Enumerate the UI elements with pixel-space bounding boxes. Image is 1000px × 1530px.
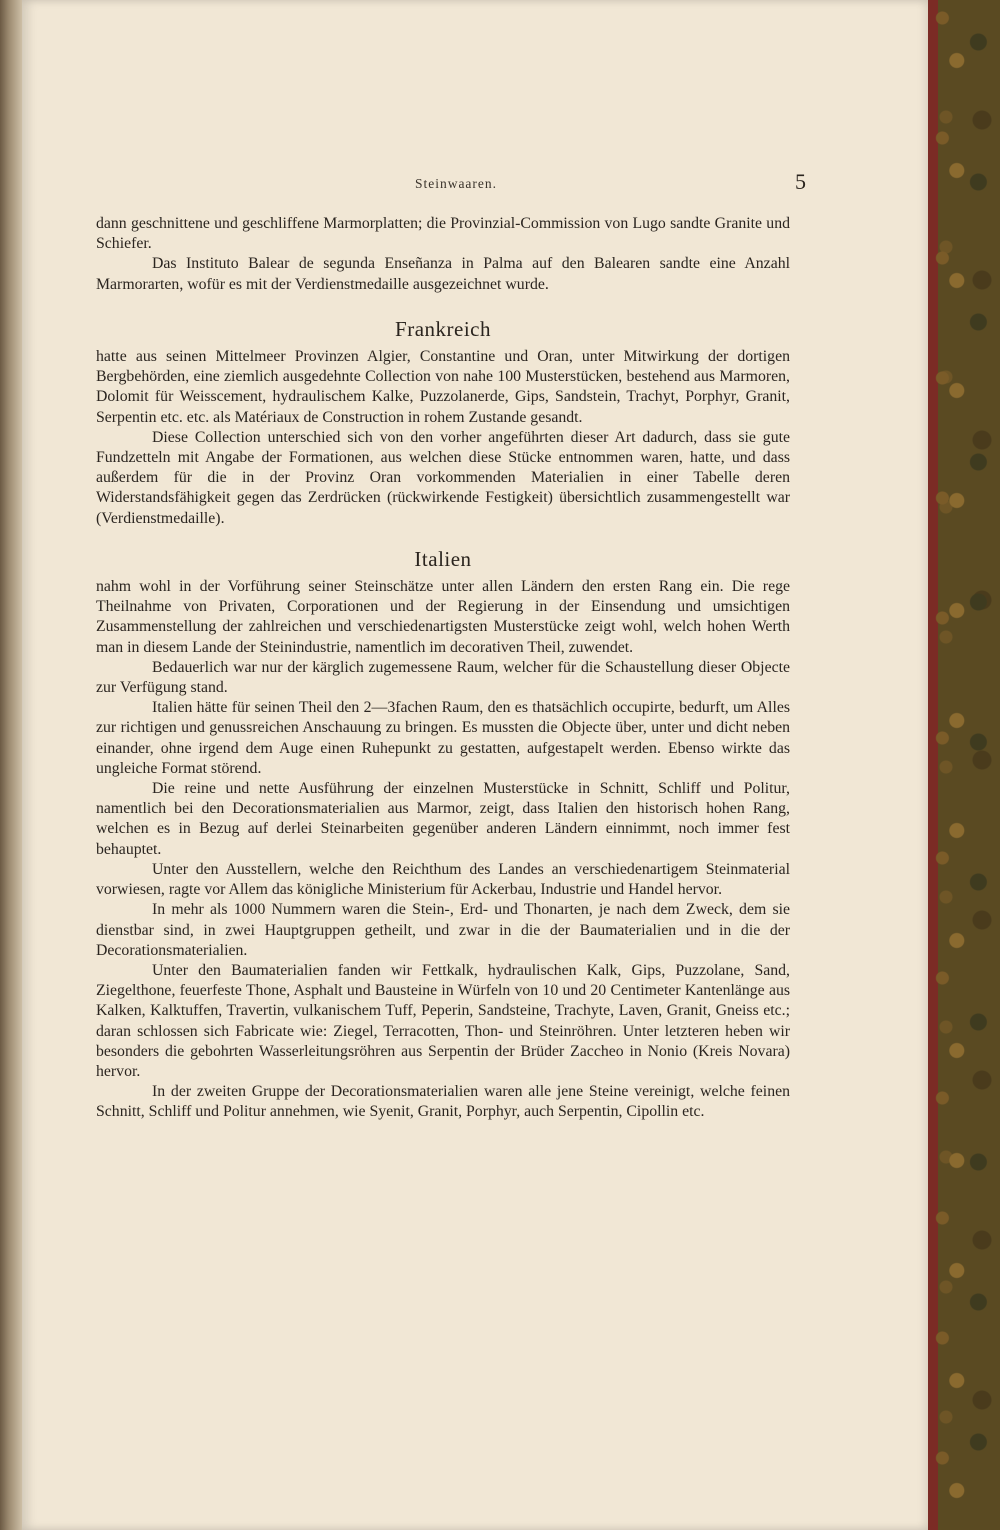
paragraph: Diese Collection unterschied sich von den vorher angeführten dieser Art dadurch, dass sie gute Fundzetteln mit Angabe der Formationen, aus welchen diese Stücke entnommen waren, hatte, und dass außerdem für die in der Provinz Oran vorkommenden Materialien in einer Tabelle deren Widerstandsfähigkeit gegen das Zerdrücken (rückwirkende Festigkeit) übersichtlich zusammengestellt war (Verdienstmedaille). [96,428,790,527]
paragraph: hatte aus seinen Mittelmeer Provinzen Algier, Constantine und Oran, unter Mitwirkung der dortigen Bergbehörden, eine ziemlich ausgedehnte Collection von nahe 100 Musterstücken, bestehend aus Marmoren, Dolomit für Weisscement, hydraulischem Kalke, Puzzolanerde, Gips, Sandstein, Trachyt, Porphyr, Granit, Serpentin etc. etc. als Matériaux de Construction in rohem Zustande gesandt. [96,348,790,426]
body-text [96,214,790,1123]
paragraph: Bedauerlich war nur der kärglich zugemessene Raum, welcher für die Schaustellung dieser Objecte zur Verfügung stand. [96,658,790,697]
page-number: 5 [795,169,806,194]
section-heading-frankreich: Frankreich [395,316,491,341]
running-head: Steinwaaren. [414,176,498,191]
paragraph: Die reine und nette Ausführung der einzelnen Musterstücke in Schnitt, Schliff und Politur, namentlich bei den Decorationsmaterialien aus Marmor, zeigt, dass Italien den historisch hohen Rang, welchen es in Bezug auf derlei Steinarbeiten gegenüber anderen Ländern einnimmt, noch immer fest behauptet. [96,780,790,858]
paragraph: nahm wohl in der Vorführung seiner Steinschätze unter allen Ländern den ersten Rang ein. Die rege Theilnahme von Privaten, Corporationen und der Regierung in der Einsendung und umsichtigen Zusammenstellung der zahlreichen und verschiedenartigsten Musterstücke zeigt wohl, welch hohen Werth man in diesem Lande der Steinindustrie, namentlich im decorativen Theil, zuwendet. [96,578,790,656]
marbled-binding-edge [928,0,1000,1530]
paragraph: Unter den Baumaterialien fanden wir Fettkalk, hydraulischen Kalk, Gips, Puzzolane, Sand, Ziegelthone, feuerfeste Thone, Asphalt und Bausteine in Würfeln von 10 und 20 Centimeter Kantenlänge aus Kalken, Kalktuffen, Travertin, vulkanischem Tuff, Peperin, Sandsteine, Trachyte, Laven, Granit, Gneiss etc.; daran schlossen sich Fabricate wie: Ziegel, Terracotten, Thon- und Steinröhren. Unter letzteren heben wir besonders die gebohrten Wasserleitungsröhren aus Serpentin der Brüder Zaccheo in Nonio (Kreis Novara) hervor. [96,961,790,1080]
paragraph: Das Instituto Balear de segunda Enseñanza in Palma auf den Balearen sandte eine Anzahl Marmorarten, wofür es mit der Verdienstmedaille ausgezeichnet wurde. [96,255,790,293]
paragraph: Italien hätte für seinen Theil den 2—3fachen Raum, den es thatsächlich occupirte, bedurft, um Alles zur richtigen und genussreichen Anschauung zu bringen. Es mussten die Objecte über, unter und dicht neben einander, ohne irgend dem Auge einen Ruhepunkt zu gestatten, aufgestapelt werden. Ebenso wirkte das ungleiche Format störend. [96,699,790,777]
paragraph: Unter den Ausstellern, welche den Reichthum des Landes an verschiedenartigem Steinmaterial vorwiesen, ragte vor Allem das königliche Ministerium für Ackerbau, Industrie und Handel hervor. [96,860,790,899]
paragraph: dann geschnittene und geschliffene Marmorplatten; die Provinzial-Commission von Lugo sandte Granite und Schiefer. [96,215,790,253]
section-heading-italien: Italien [414,546,472,571]
paragraph: In mehr als 1000 Nummern waren die Stein-, Erd- und Thonarten, je nach dem Zweck, dem sie dienstbar sind, in zwei Hauptgruppen getheilt, und zwar in die der Baumaterialien und in die der Decorationsmaterialien. [96,901,790,959]
left-page-edge [0,0,22,1530]
paragraph: In der zweiten Gruppe der Decorationsmaterialien waren alle jene Steine vereinigt, welche feinen Schnitt, Schliff und Politur annehmen, wie Syenit, Granit, Porphyr, auch Serpentin, Cipollin etc. [96,1083,790,1121]
